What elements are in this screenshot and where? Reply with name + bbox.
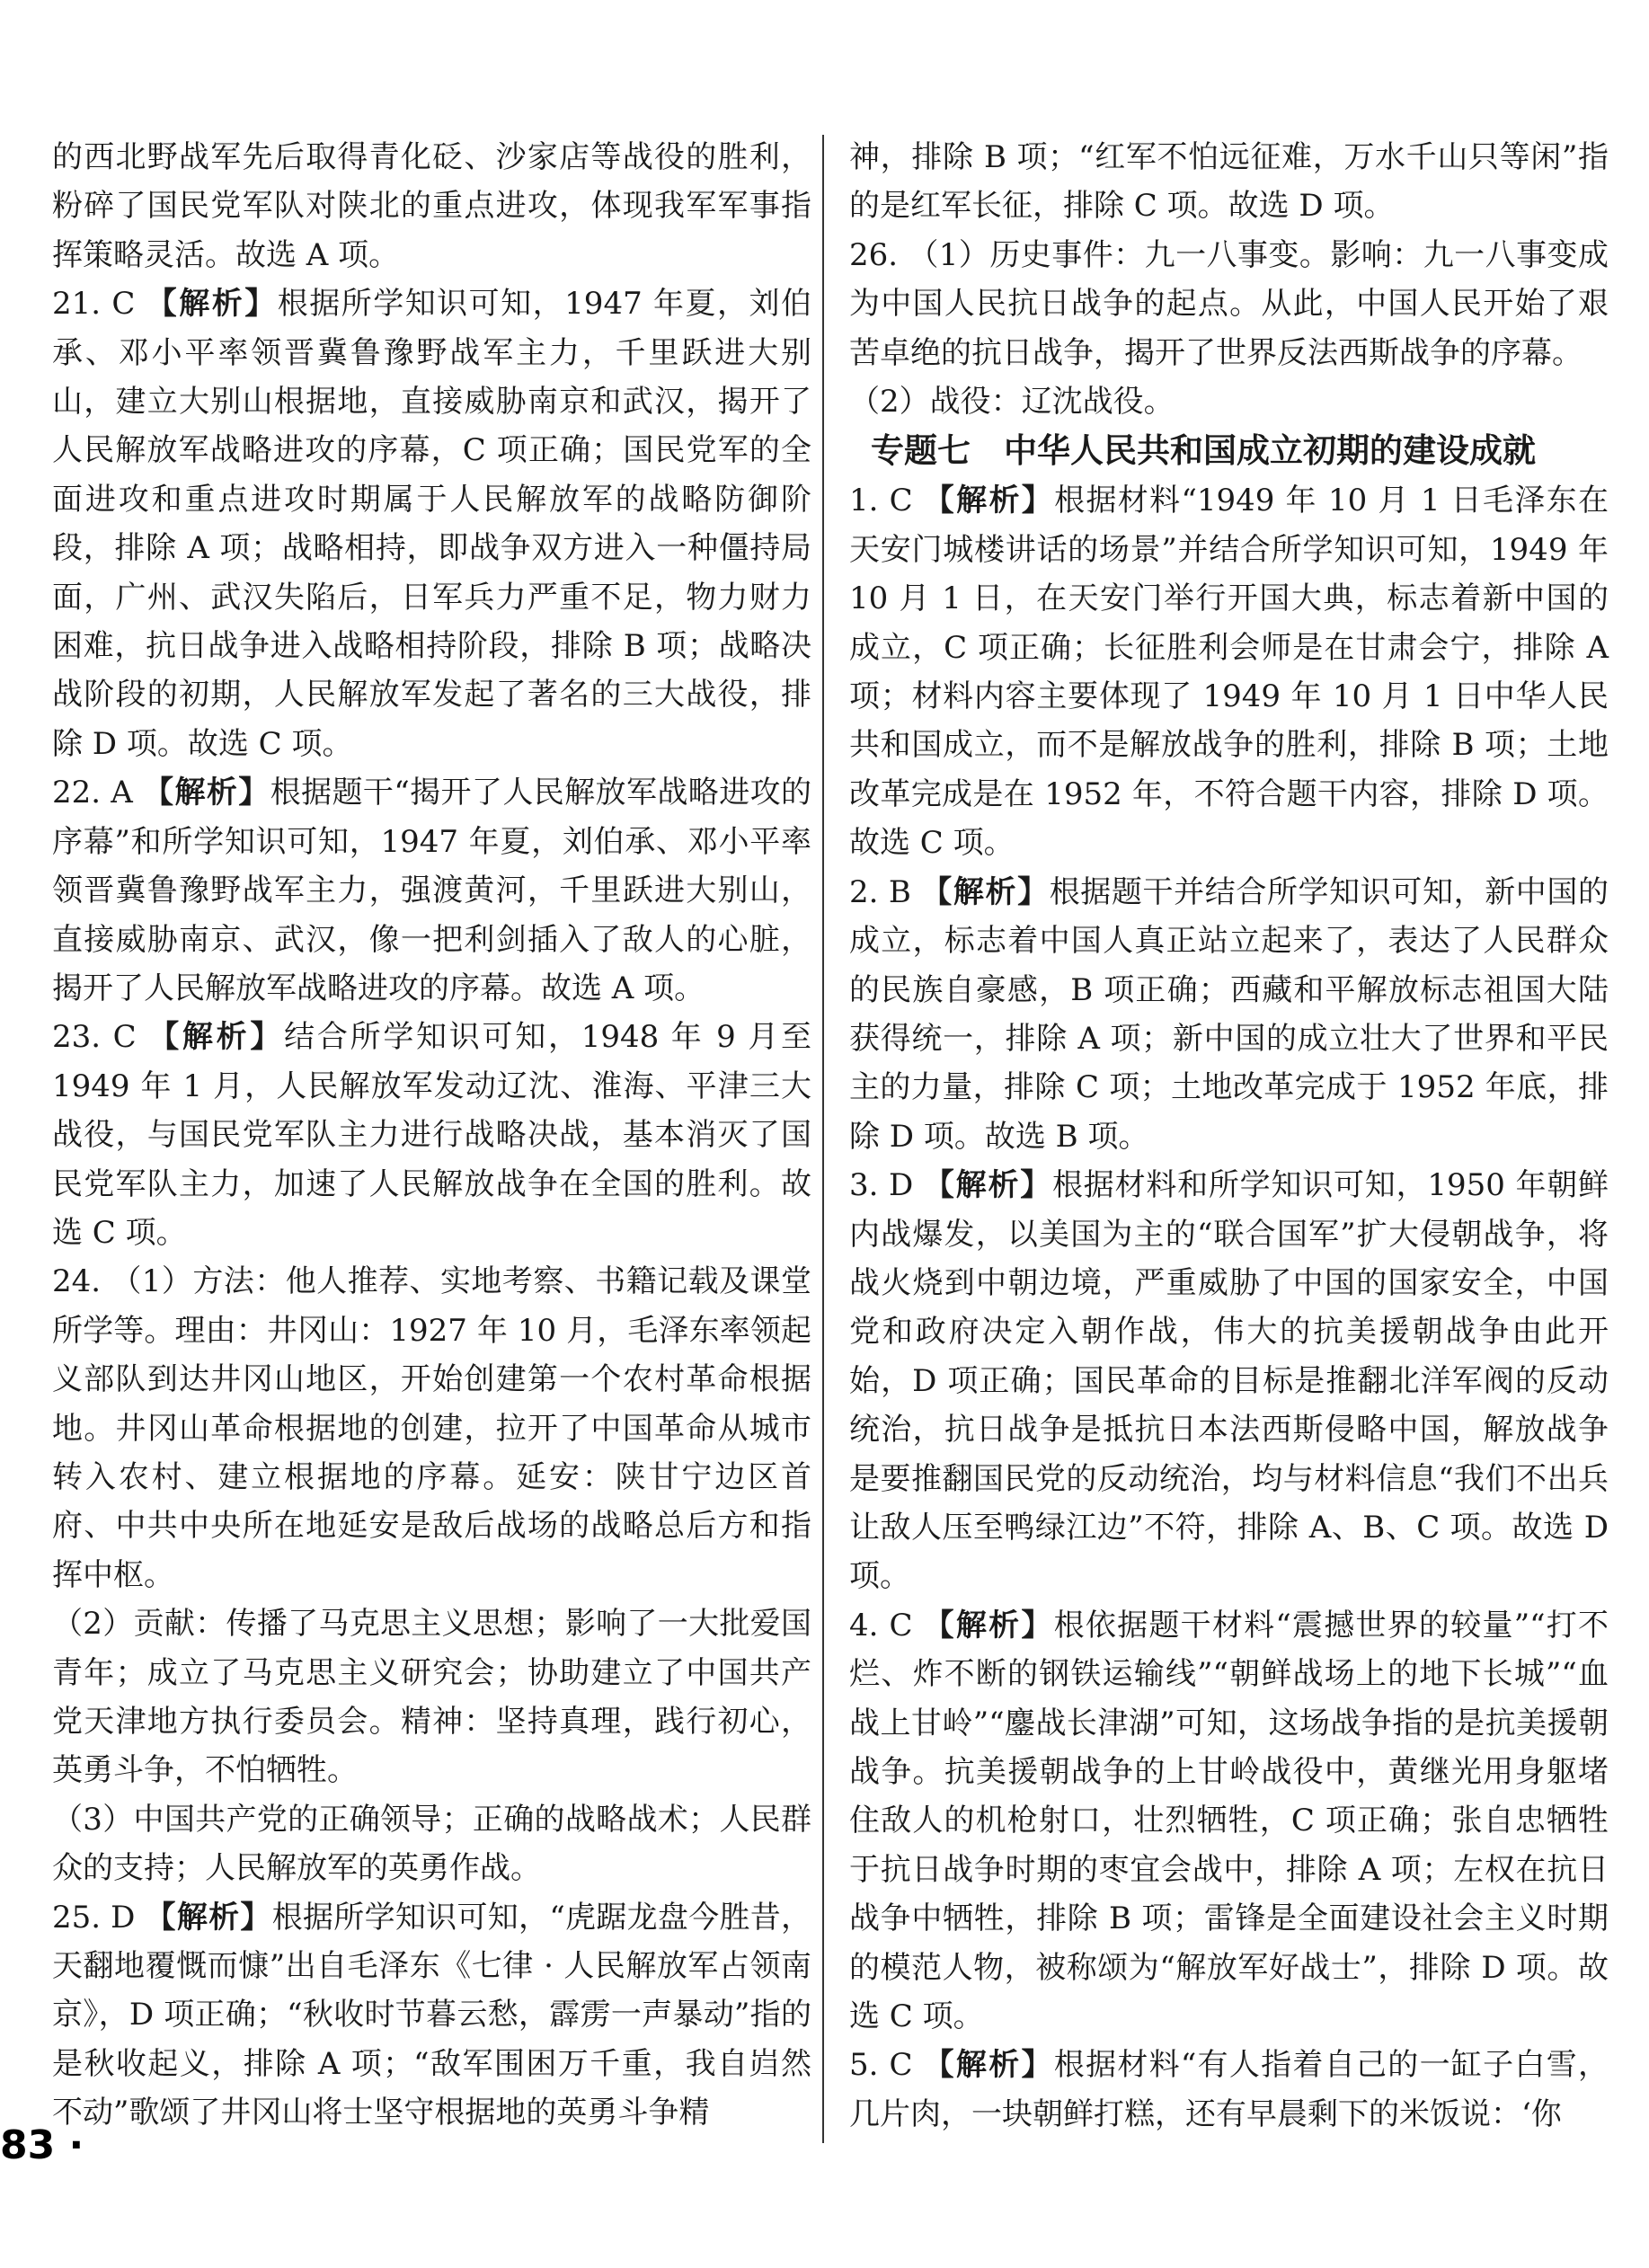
right-column [849,133,1609,2139]
paragraph-text: 根据材料“1949 年 10 月 1 日毛泽东在天安门城楼讲话的场景”并结合所学知识可知，1949 年 10 月 1 日，在天安门举行开国大典，标志着新中国的成立，C 项正确；长征胜利会师是在甘肃会宁，排除 A 项；材料内容主要体现了 1949 年 10 月 1 日中华人民共和国成立，而不是解放战争的胜利，排除 B 项；土地改革完成是在 1952 年，不符合题干内容，排除 D 项。故选 C 项。 [849,483,1609,862]
question-number: 1. C [849,483,913,519]
answer-paragraph [849,1161,1609,1601]
analysis-tag: 【解析】 [143,775,270,811]
paragraph-text: 根据题干“揭开了人民解放军战略进攻的序幕”和所学知识可知，1947 年夏，刘伯承、邓小平率领晋冀鲁豫野战军主力，强渡黄河，千里跃进大别山，直接威胁南京、武汉，像一把利剑插入了敌人的心脏，揭开了人民解放军战略进攻的序幕。故选 A 项。 [52,775,812,1006]
answer-paragraph [52,279,811,768]
answer-paragraph [849,377,1609,426]
answer-paragraph [849,476,1609,867]
answer-paragraph [52,1795,811,1893]
paragraph-text: （2）贡献：传播了马克思主义思想；影响了一大批爱国青年；成立了马克思主义研究会；协助建立了中国共产党天津地方执行委员会。精神：坚持真理，践行初心，英勇斗争，不怕牺牲。 [52,1606,811,1789]
paragraph-text: （1）方法：他人推荐、实地考察、书籍记载及课堂所学等。理由：井冈山：1927 年 10 月，毛泽东率领起义部队到达井冈山地区，开始创建第一个农村革命根据地。井冈山革命根据地的创建，拉开了中国革命从城市转入农村、建立根据地的序幕。延安：陕甘宁边区首府、中共中央所在地延安是敌后战场的战略总后方和指挥中枢。 [52,1263,811,1593]
question-number: 25. D [52,1899,136,1936]
paragraph-text: （3）中国共产党的正确领导；正确的战略战术；人民群众的支持；人民解放军的英勇作战。 [52,1801,811,1887]
analysis-tag: 【解析】 [923,1607,1054,1643]
analysis-tag: 【解析】 [921,873,1050,910]
question-number: 22. A [52,775,133,811]
paragraph-text: 根据题干并结合所学知识可知，新中国的成立，标志着中国人真正站立起来了，表达了人民群众的民族自豪感，B 项正确；西藏和平解放标志祖国大陆获得统一，排除 A 项；新中国的成立壮大了世界和平民主的力量，排除 C 项；土地改革完成于 1952 年底，排除 D 项。故选 B 项。 [849,873,1609,1155]
question-number: 4. C [849,1607,913,1643]
question-number: 21. C [52,286,136,323]
answer-paragraph [52,1599,811,1795]
question-number: 2. B [849,873,911,910]
paragraph-text: 根据材料和所学知识可知，1950 年朝鲜内战爆发，以美国为主的“联合国军”扩大侵朝战争，将战火烧到中朝边境，严重威胁了中国的国家安全，中国党和政府决定入朝作战，伟大的抗美援朝战争由此开始，D 项正确；国民革命的目标是推翻北洋军阀的反动统治，抗日战争是抵抗日本法西斯侵略中国，解放战争是要推翻国民党的反动统治，均与材料信息“我们不出兵让敌人压至鸭绿江边”不符，排除 A、B、C 项。故选 D 项。 [849,1167,1609,1595]
column-divider [822,135,824,2143]
paragraph-text: （1）历史事件：九一八事变。影响：九一八事变成为中国人民抗日战争的起点。从此，中国人民开始了艰苦卓绝的抗日战争，揭开了世界反法西斯战争的序幕。 [849,236,1609,371]
answer-paragraph [849,231,1609,377]
section-heading: 专题七 中华人民共和国成立初期的建设成就 [871,431,1536,471]
paragraph-text: 根据所学知识可知，“虎踞龙盘今胜昔，天翻地覆慨而慷”出自毛泽东《七律 · 人民解放军占领南京》，D 项正确；“秋收时节暮云愁，霹雳一声暴动”指的是秋收起义，排除 A 项；“敌军围困万千重，我自岿然不动”歌颂了井冈山将士坚守根据地的英勇斗争精 [52,1899,812,2131]
analysis-tag: 【解析】 [923,1167,1053,1204]
answer-paragraph [52,1893,811,2138]
analysis-tag: 【解析】 [145,1899,272,1936]
analysis-tag: 【解析】 [146,286,278,323]
answer-paragraph [52,768,811,1013]
paragraph-text: 结合所学知识可知，1948 年 9 月至 1949 年 1 月，人民解放军发动辽沈、淮海、平津三大战役，与国民党军队主力进行战略决战，基本消灭了国民党军队主力，加速了人民解放战争在全国的胜利。故选 C 项。 [52,1019,811,1251]
answer-paragraph [52,1013,811,1257]
paragraph-text: 根依据题干材料“震撼世界的较量”“打不烂、炸不断的钢铁运输线”“朝鲜战场上的地下长城”“血战上甘岭”“鏖战长津湖”可知，这场战争指的是抗美援朝战争。抗美援朝战争的上甘岭战役中，黄继光用身躯堵住敌人的机枪射口，壮烈牺牲，C 项正确；张自忠牺牲于抗日战争时期的枣宜会战中，排除 A 项；左权在抗日战争中牺牲，排除 B 项；雷锋是全面建设社会主义时期的模范人物，被称颂为“解放军好战士”，排除 D 项。故选 C 项。 [849,1607,1609,2035]
paragraph-text: 的西北野战军先后取得青化砭、沙家店等战役的胜利，粉碎了国民党军队对陕北的重点进攻，体现我军军事指挥策略灵活。故选 A 项。 [52,139,811,273]
paragraph-text: 根据所学知识可知，1947 年夏，刘伯承、邓小平率领晋冀鲁豫野战军主力，千里跃进大别山，建立大别山根据地，直接威胁南京和武汉，揭开了人民解放军战略进攻的序幕，C 项正确；国民党军的全面进攻和重点进攻时期属于人民解放军的战略防御阶段，排除 A 项；战略相持，即战争双方进入一种僵持局面，广州、武汉失陷后，日军兵力严重不足，物力财力困难，抗日战争进入战略相持阶段，排除 B 项；战略决战阶段的初期，人民解放军发起了著名的三大战役，排除 D 项。故选 C 项。 [52,286,811,762]
answer-paragraph [849,2041,1609,2139]
question-number: 5. C [849,2047,913,2084]
paragraph-text: 根据材料“有人指着自己的一缸子白雪，几片肉，一块朝鲜打糕，还有早晨剩下的米饭说：‘你 [849,2047,1609,2132]
answer-paragraph [849,868,1609,1161]
answer-paragraph [52,1257,811,1599]
page-number: 83 · [0,2122,84,2168]
question-number: 3. D [849,1167,914,1204]
question-number: 26. [849,236,899,273]
analysis-tag: 【解析】 [148,1019,285,1056]
question-number: 23. C [52,1019,137,1056]
question-number: 24. [52,1263,102,1300]
analysis-tag: 【解析】 [923,2047,1054,2084]
paragraph-text: （2）战役：辽沈战役。 [849,384,1175,421]
paragraph-text: 神，排除 B 项；“红军不怕远征难，万水千山只等闲”指的是红军长征，排除 C 项。故选 D 项。 [849,139,1609,225]
analysis-tag: 【解析】 [923,483,1055,519]
answer-paragraph [849,133,1609,231]
left-column [52,133,811,2138]
answer-paragraph [52,133,811,279]
answer-paragraph [849,1601,1609,2042]
